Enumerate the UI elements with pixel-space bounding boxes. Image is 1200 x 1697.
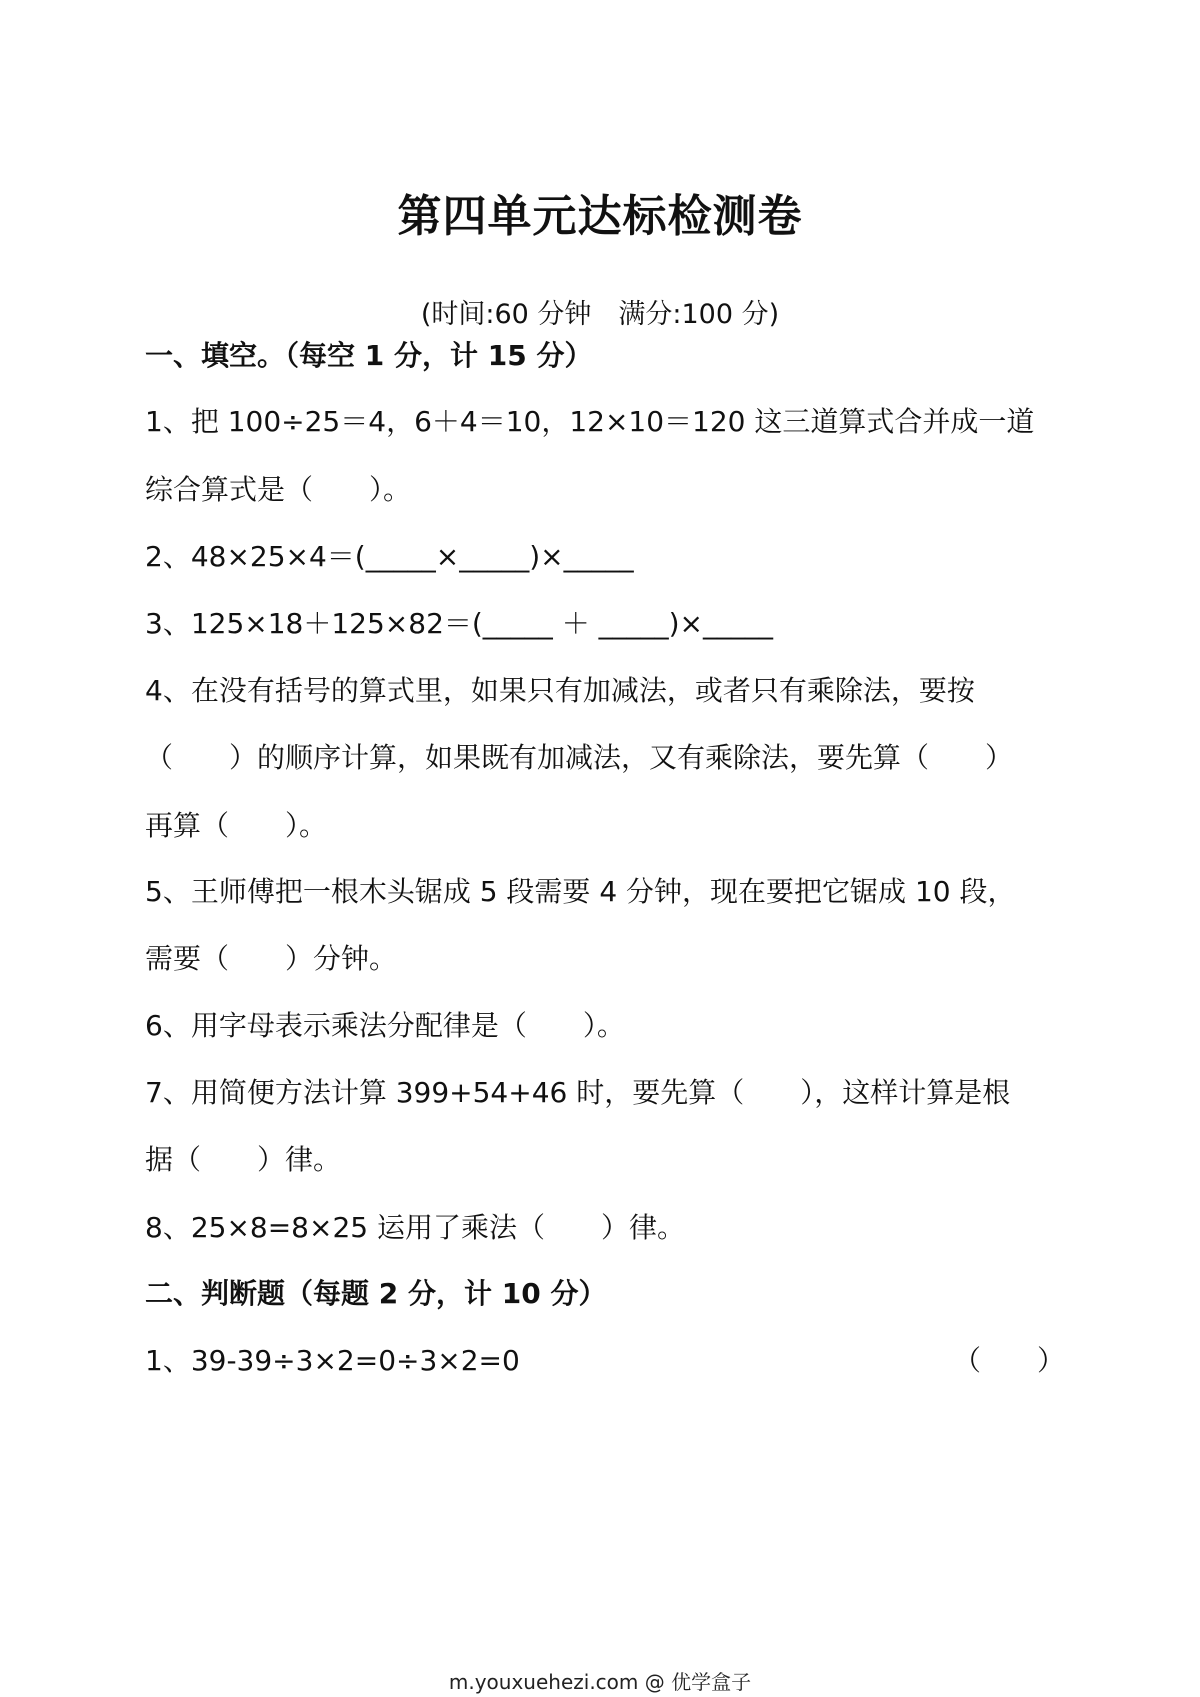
section-2-heading: 二、判断题（每题 2 分，计 10 分）: [145, 1277, 607, 1310]
question-5-line-1: 5、王师傅把一根木头锯成 5 段需要 4 分钟，现在要把它锯成 10 段，: [145, 875, 1016, 908]
exam-info: (时间:60 分钟 满分:100 分): [420, 299, 780, 330]
question-5-line-2: 需要（ ）分钟。: [145, 942, 398, 975]
footer-watermark: m.youxuehezi.com @ 优学盒子: [448, 1670, 752, 1694]
judgement-item-1-text: 1、39-39÷3×2=0÷3×2=0: [145, 1344, 520, 1377]
question-1-line-1: 1、把 100÷25＝4，6＋4＝10，12×10＝120 这三道算式合并成一道: [145, 405, 1035, 438]
judgement-item-1: [145, 1341, 1065, 1381]
question-1-line-2: 综合算式是（ ）。: [145, 473, 412, 506]
page-title: 第四单元达标检测卷: [397, 191, 803, 242]
question-7-line-1: 7、用简便方法计算 399+54+46 时，要先算（ ），这样计算是根: [145, 1076, 1011, 1109]
question-4-line-3: 再算（ ）。: [145, 809, 328, 842]
question-3: 3、125×18＋125×82＝(_____ ＋ _____)×_____: [145, 607, 773, 640]
question-4-line-1: 4、在没有括号的算式里，如果只有加减法，或者只有乘除法，要按: [145, 674, 975, 707]
question-4-line-2: （ ）的顺序计算，如果既有加减法，又有乘除法，要先算（ ）: [145, 741, 1014, 774]
question-7-line-2: 据（ ）律。: [145, 1143, 342, 1176]
answer-bracket: （ ）: [952, 1344, 1065, 1377]
question-6: 6、用字母表示乘法分配律是（ ）。: [145, 1009, 625, 1042]
question-2: 2、48×25×4＝(_____×_____)×_____: [145, 540, 634, 573]
section-1-heading: 一、填空。（每空 1 分，计 15 分）: [145, 339, 593, 372]
question-8: 8、25×8=8×25 运用了乘法（ ）律。: [145, 1211, 685, 1244]
